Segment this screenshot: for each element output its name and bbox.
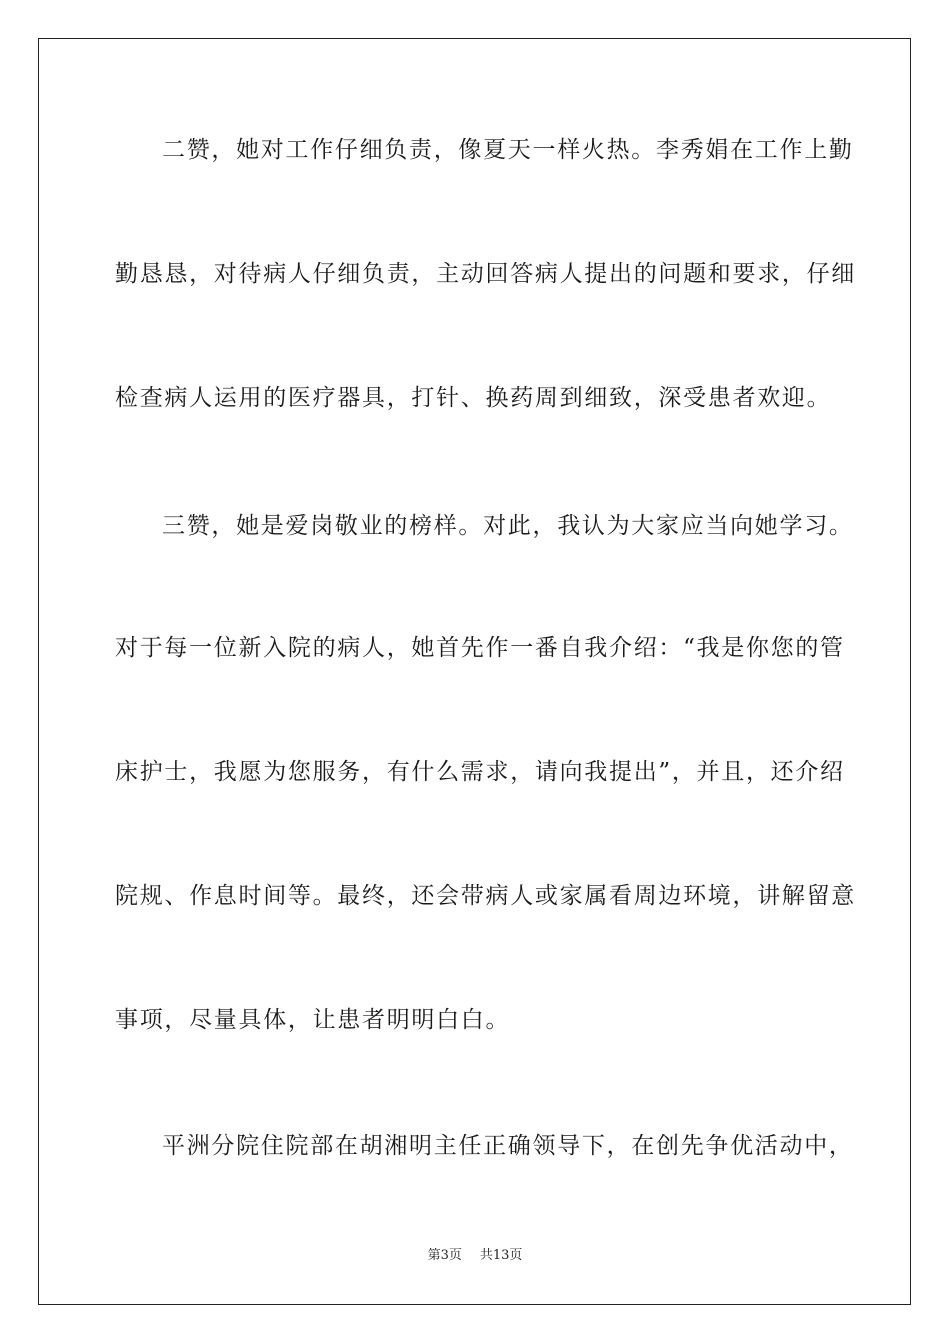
page-border xyxy=(38,38,911,1305)
paragraph-line: 院规、作息时间等。最终，还会带病人或家属看周边环境，讲解留意 xyxy=(115,883,856,909)
total-pages: 共13页 xyxy=(479,1248,523,1263)
paragraph-line: 平洲分院住院部在胡湘明主任正确领导下，在创先争优活动中， xyxy=(162,1133,854,1159)
paragraph-line: 三赞，她是爱岗敬业的榜样。对此，我认为大家应当向她学习。 xyxy=(162,513,854,539)
paragraph-line: 二赞，她对工作仔细负责，像夏天一样火热。李秀娟在工作上勤 xyxy=(162,137,854,163)
page-footer xyxy=(0,1244,950,1263)
paragraph-line: 事项，尽量具体，让患者明明白白。 xyxy=(115,1007,511,1033)
paragraph-line: 对于每一位新入院的病人，她首先作一番自我介绍：“我是你您的管 xyxy=(115,635,845,661)
paragraph-line: 检查病人运用的医疗器具，打针、换药周到细致，深受患者欢迎。 xyxy=(115,385,832,411)
paragraph-line: 勤恳恳，对待病人仔细负责，主动回答病人提出的问题和要求，仔细 xyxy=(115,261,856,287)
page-number: 第3页 xyxy=(427,1248,462,1263)
paragraph-line: 床护士，我愿为您服务，有什么需求，请向我提出”，并且，还介绍 xyxy=(115,759,845,785)
